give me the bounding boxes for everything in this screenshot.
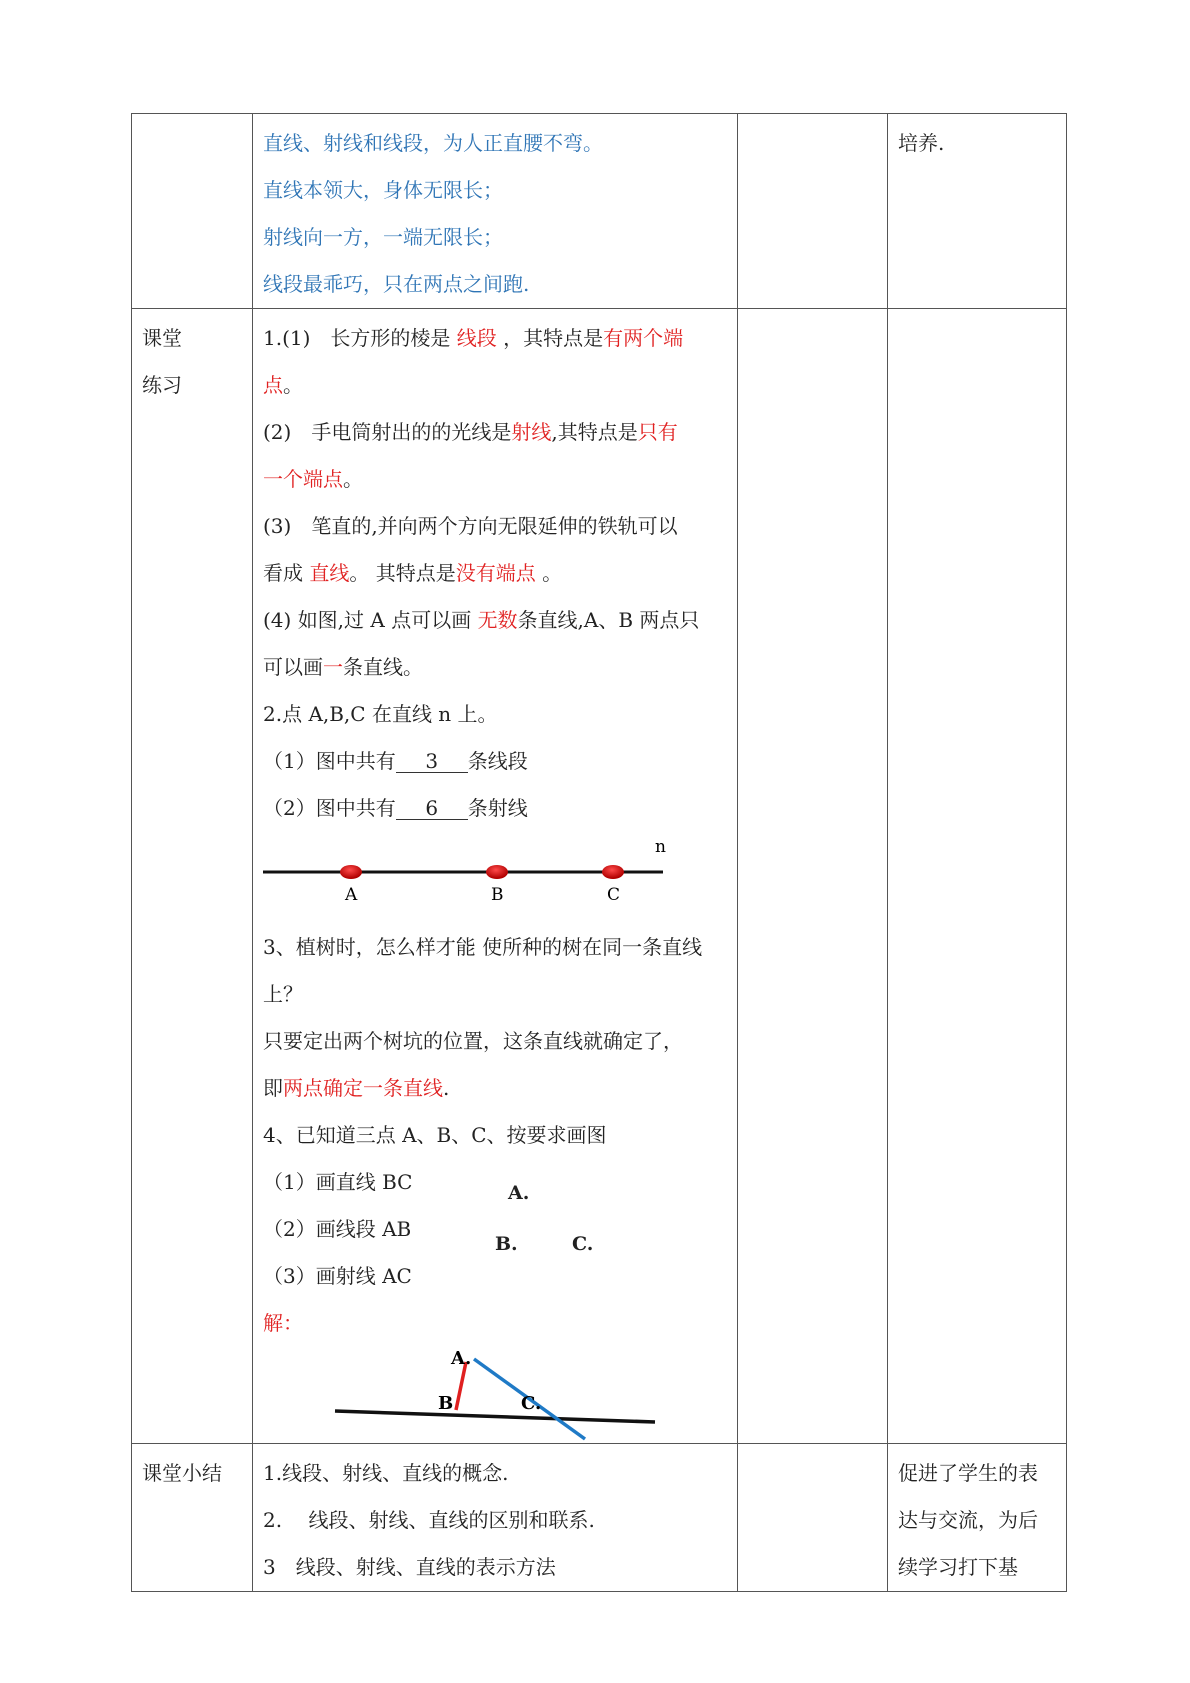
question-text: 1.(1) 长方形的棱是 (263, 326, 457, 350)
answer-text: 两点确定一条直线 (283, 1076, 443, 1100)
point-label-c: C (607, 885, 621, 905)
question-1-2 (263, 409, 727, 456)
question-text: 即 (263, 1076, 283, 1100)
line-n-figure (263, 832, 727, 924)
section-header-line: 练习 (142, 373, 182, 397)
solution-point-b: B (438, 1393, 454, 1414)
row3-col1 (132, 1444, 253, 1592)
question-text: 。 (283, 373, 303, 397)
question-2-title: 2.点 A,B,C 在直线 n 上。 (263, 702, 498, 726)
solution-diagram (263, 1347, 723, 1443)
question-1-2-cont (263, 456, 727, 503)
question-3-line: 上？ (263, 982, 303, 1006)
table-row (132, 114, 1067, 309)
answer-blank: 6 (396, 797, 468, 820)
question-text: 。 其特点是 (349, 561, 456, 585)
table-row (132, 309, 1067, 1444)
question-4-item: （1）画直线 BC (263, 1170, 413, 1194)
row2-col2 (253, 309, 738, 1444)
question-1-4 (263, 597, 727, 644)
question-text: 。 (535, 561, 563, 585)
line-label-n: n (655, 837, 666, 857)
line-n-diagram (263, 832, 703, 924)
question-text: 可以画 (263, 655, 323, 679)
row2-col1 (132, 309, 253, 1444)
question-text: 条直线。 (343, 655, 423, 679)
rhyme-line: 直线本领大，身体无限长； (263, 178, 503, 202)
point-a-dot (340, 865, 362, 879)
question-text: ,其特点是 (551, 420, 638, 444)
row3-col4 (888, 1444, 1067, 1592)
solution-label: 解： (263, 1311, 303, 1335)
row2-col3 (738, 309, 888, 1444)
row1-col4 (888, 114, 1067, 309)
point-c-dot (602, 865, 624, 879)
design-intent-line: 促进了学生的表 (898, 1461, 1038, 1485)
answer-text: 无数 (477, 608, 518, 632)
solution-point-c: C. (521, 1393, 542, 1414)
design-intent-text: 培养. (898, 131, 945, 155)
lesson-table (131, 113, 1067, 1592)
question-4-item: （3）画射线 AC (263, 1264, 412, 1288)
question-2-2 (263, 785, 727, 832)
answer-text: 只有 (637, 420, 678, 444)
question-1-1-cont (263, 362, 727, 409)
point-c-label: C. (572, 1233, 594, 1255)
row2-col4 (888, 309, 1067, 1444)
answer-text: 直线 (309, 561, 350, 585)
table-row (132, 1444, 1067, 1592)
rhyme-line: 射线向一方，一端无限长； (263, 225, 503, 249)
question-1-1 (263, 315, 727, 362)
design-intent-block (888, 1444, 1066, 1591)
question-text: 。 (343, 467, 363, 491)
point-a-label: A. (508, 1182, 530, 1204)
question-3-answer: 只要定出两个树坑的位置，这条直线就确定了， (263, 1029, 683, 1053)
question-text: (2) 手电筒射出的的光线是 (263, 420, 512, 444)
answer-text: 一个端点 (263, 467, 343, 491)
question-3-answer (263, 1065, 727, 1112)
question-text: （2）图中共有 (263, 796, 396, 820)
section-header-line: 课堂 (142, 326, 182, 350)
segment-ab (456, 1362, 466, 1410)
row3-col3 (738, 1444, 888, 1592)
line-bc (335, 1411, 655, 1422)
question-text: 条射线 (467, 796, 528, 820)
question-text: ，其特点是 (496, 326, 604, 350)
question-text: （1）图中共有 (263, 749, 396, 773)
answer-blank: 3 (396, 750, 468, 773)
row1-col2 (253, 114, 738, 309)
question-4-title: 4、已知道三点 A、B、C、按要求画图 (263, 1123, 607, 1147)
section-header (132, 309, 252, 409)
solution-figure (263, 1347, 727, 1443)
point-b-dot (486, 865, 508, 879)
summary-line: 1.线段、射线、直线的概念. (263, 1461, 509, 1485)
answer-text: 一 (323, 655, 343, 679)
question-text: 条直线,A、B 两点只 (517, 608, 700, 632)
row1-col1 (132, 114, 253, 309)
summary-block (253, 1444, 737, 1591)
question-4-item: （2）画线段 AB (263, 1217, 412, 1241)
summary-line: 3 线段、射线、直线的表示方法 (263, 1555, 556, 1579)
row3-col2 (253, 1444, 738, 1592)
answer-text: 射线 (511, 420, 552, 444)
answer-text: 点 (263, 373, 283, 397)
question-text: 条线段 (467, 749, 528, 773)
answer-text: 线段 (456, 326, 497, 350)
point-b-label: B. (495, 1233, 518, 1255)
point-label-b: B (491, 885, 504, 905)
row1-col3 (738, 114, 888, 309)
design-intent-line: 达与交流，为后 (898, 1508, 1038, 1532)
rhyme-line: 直线、射线和线段，为人正直腰不弯。 (263, 131, 603, 155)
answer-text: 有两个端 (603, 326, 684, 350)
question-1-4-cont (263, 644, 727, 691)
section-header: 课堂小结 (142, 1461, 222, 1485)
solution-point-a: A. (451, 1348, 472, 1369)
rhyme-line: 线段最乖巧，只在两点之间跑. (263, 272, 530, 296)
design-intent-line: 续学习打下基 (898, 1555, 1018, 1579)
point-label-a: A (345, 885, 358, 905)
question-1-3: (3) 笔直的,并向两个方向无限延伸的铁轨可以 (263, 514, 678, 538)
exercise-block (253, 309, 737, 1443)
question-text: . (443, 1076, 450, 1100)
answer-text: 没有端点 (455, 561, 536, 585)
question-3-line: 3、植树时，怎么样才能 使所种的树在同一条直线 (263, 935, 703, 959)
rhyme-block (253, 114, 737, 308)
question-2-1 (263, 738, 727, 785)
question-4-items (263, 1159, 727, 1300)
question-text: (4) 如图,过 A 点可以画 (263, 608, 478, 632)
summary-line: 2. 线段、射线、直线的区别和联系. (263, 1508, 595, 1532)
question-1-3-cont (263, 550, 727, 597)
question-text: 看成 (263, 561, 310, 585)
